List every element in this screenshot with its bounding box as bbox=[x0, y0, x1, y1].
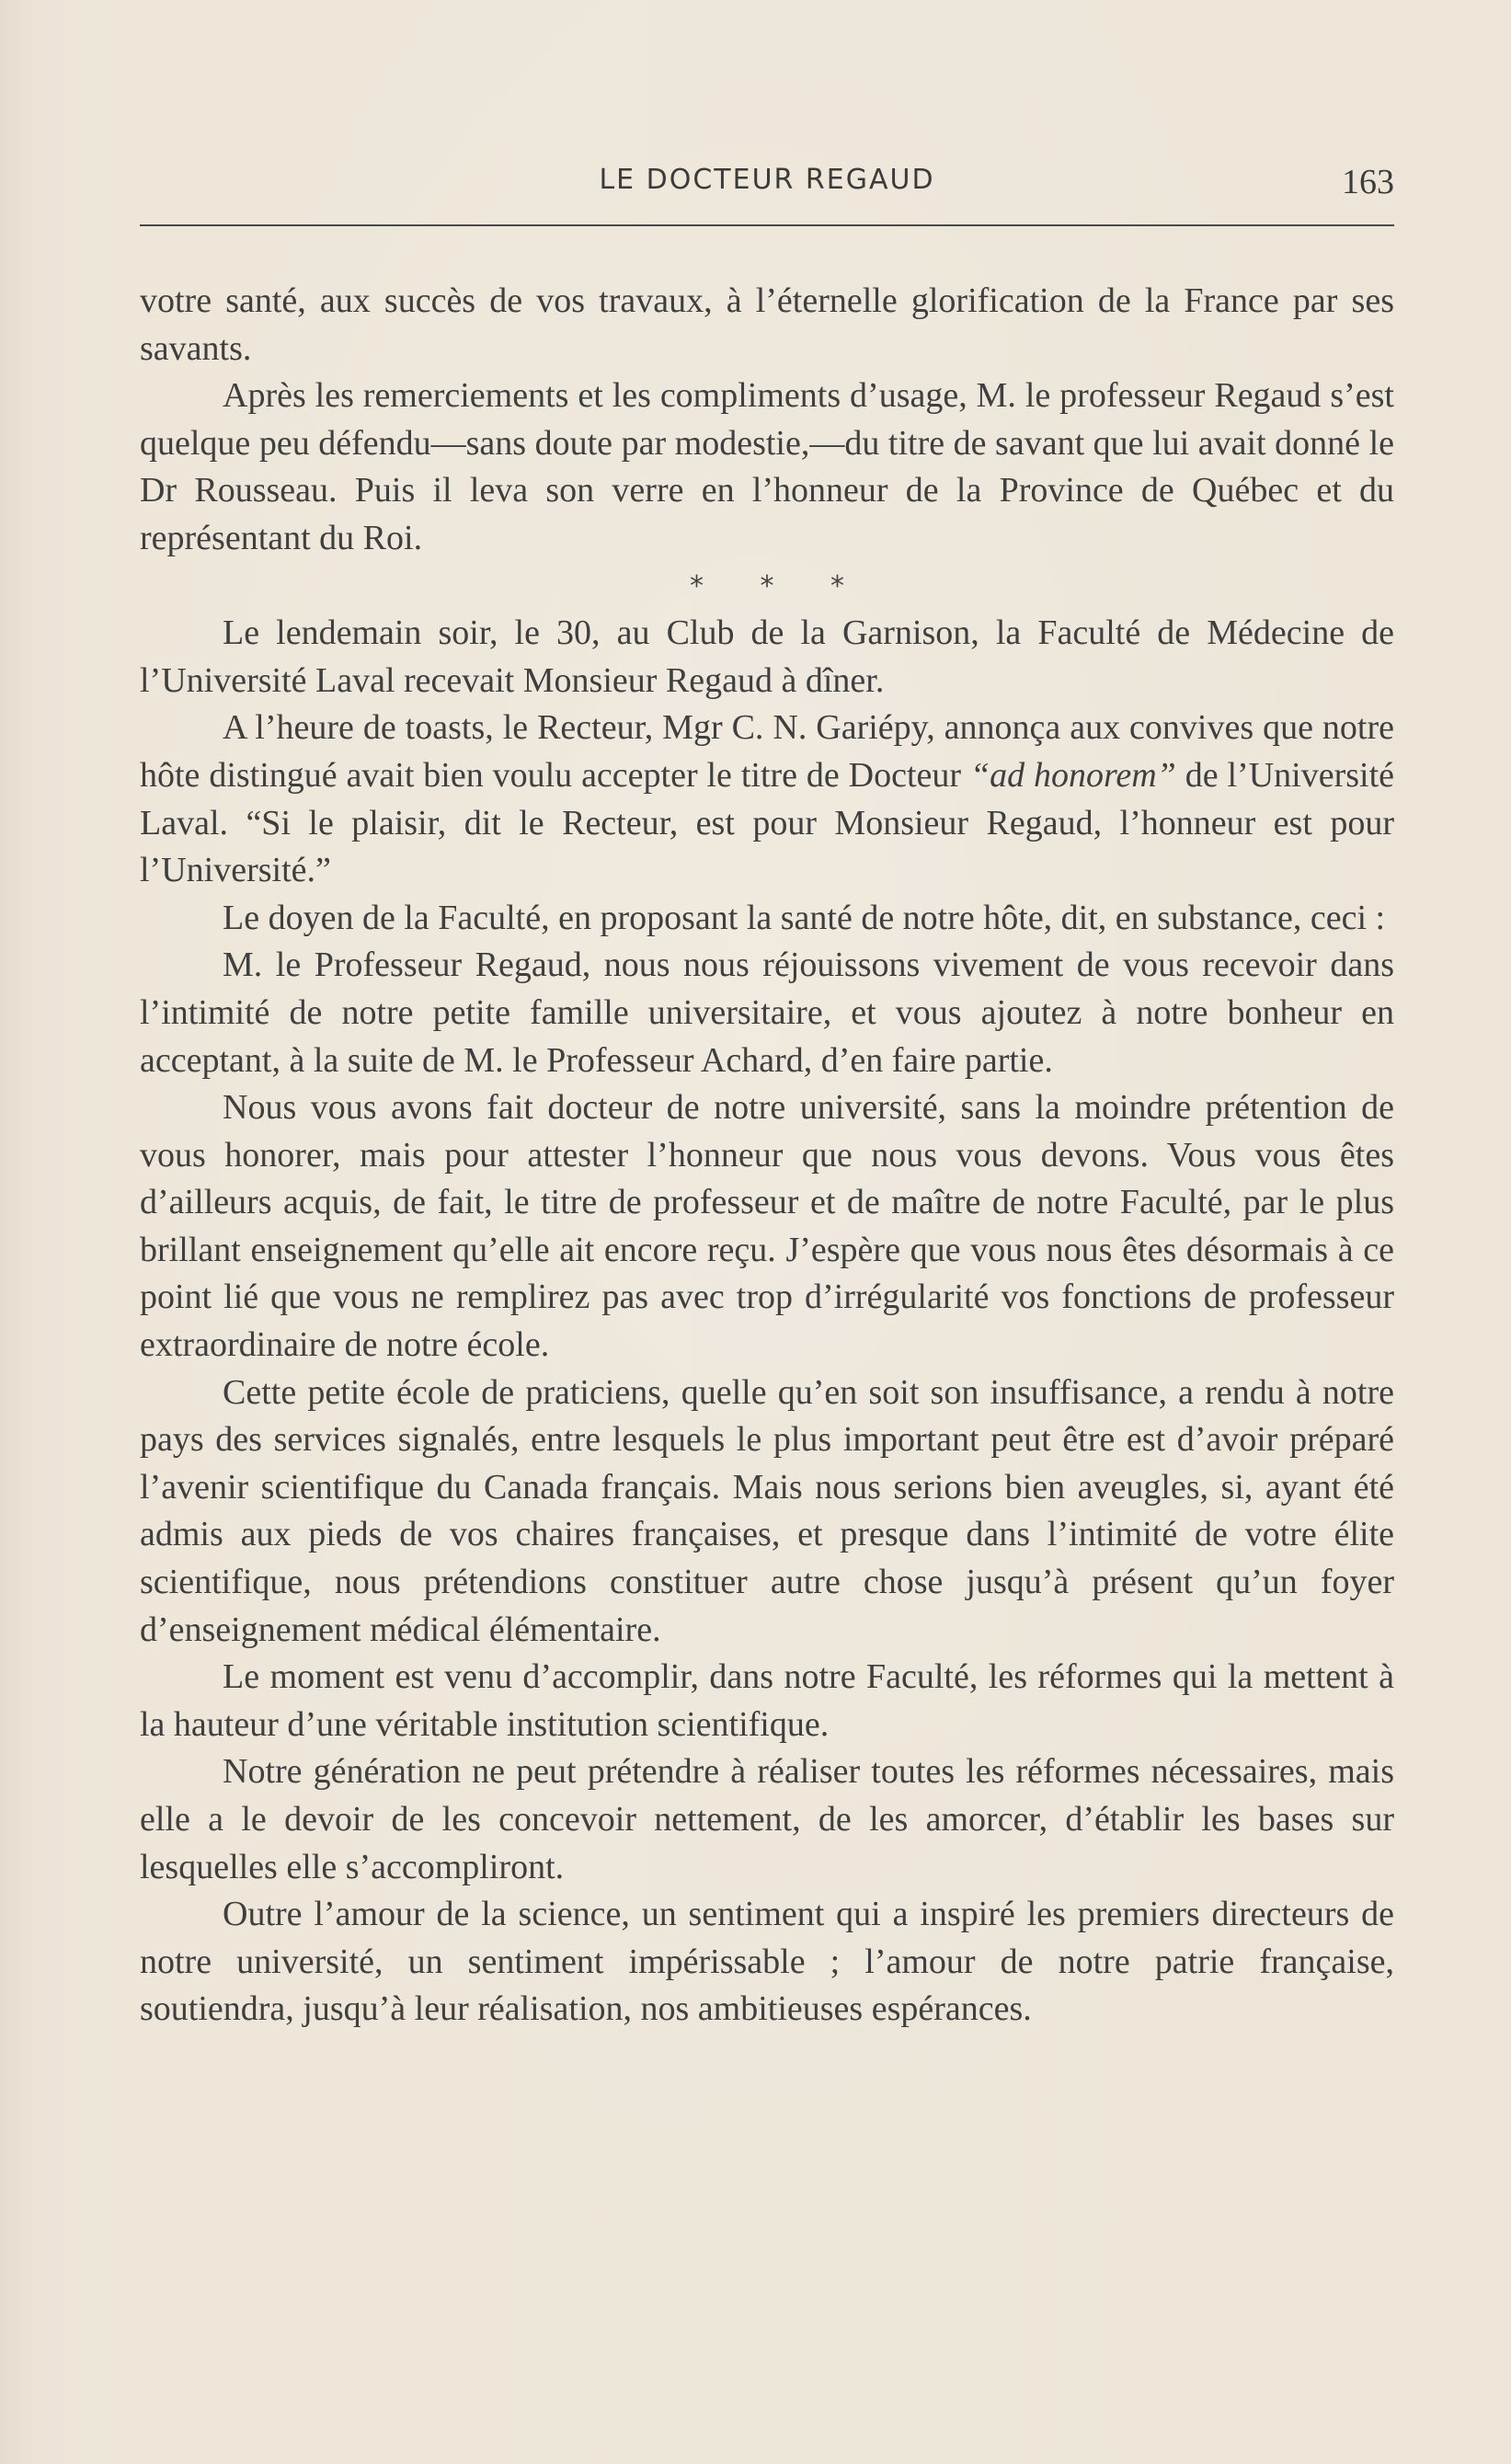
body-text bbox=[140, 278, 1394, 2034]
paragraph-remerciements: Après les remerciements et les compliments d’usage, M. le professeur Regaud s’est quelque peu défendu—sans doute par modestie,—du titre de savant que lui avait donné le Dr Rousseau. Puis il leva son verre en l’honneur de la Province de Québec et du représentant du Roi. bbox=[140, 376, 1394, 557]
paragraph-amour-science: Outre l’amour de la science, un sentiment qui a inspiré les premiers directeurs de notre université, un sentiment impérissable ; l’amour de notre patrie française, soutiendra, jusqu’à leur réalisation, nos ambitieuses espérances. bbox=[140, 1895, 1394, 2029]
paragraph-continuation: votre santé, aux succès de vos travaux, à l’éternelle glorification de la France par ses savants. bbox=[140, 281, 1394, 368]
header-rule bbox=[140, 224, 1394, 226]
section-separator: * * * bbox=[689, 569, 869, 602]
toasts-text-end: de l’Université Laval. “Si le plaisir, dit le Recteur, est pour Monsieur Regaud, l’honneur est pour l’Université.” bbox=[140, 755, 1394, 890]
paragraph-toasts bbox=[140, 705, 1394, 894]
paragraph-reformes: Le moment est venu d’accomplir, dans notre Faculté, les réformes qui la mettent à la hauteur d’une véritable institution scientifique. bbox=[140, 1657, 1394, 1744]
paragraph-speech-intro: M. le Professeur Regaud, nous nous réjouissons vivement de vous recevoir dans l’intimité de notre petite famille universitaire, et vous ajoutez à notre bonheur en acceptant, à la suite de M. le Professeur Achard, d’en faire partie. bbox=[140, 945, 1394, 1080]
paragraph-doyen: Le doyen de la Faculté, en proposant la santé de notre hôte, dit, en substance, ceci : bbox=[223, 898, 1386, 937]
toasts-text-start: A l’heure de toasts, le Recteur, Mgr C. N. Gariépy, annonça aux convives que notre hôte distingué avait bien voulu accepter le titre de Docteur bbox=[140, 708, 1394, 795]
paragraph-petite-ecole: Cette petite école de praticiens, quelle qu’en soit son insuffisance, a rendu à notre pays des services signalés, entre lesquels le plus important peut être est d’avoir préparé l’avenir scientifique du Canada français. Mais nous serions bien aveugles, si, ayant été admis aux pieds de vos chaires françaises, et presque dans l’intimité de votre élite scientifique, nous prétendions constituer autre chose jusqu’à présent qu’un foyer d’enseignement médical élémentaire. bbox=[140, 1372, 1394, 1649]
paragraph-generation: Notre génération ne peut prétendre à réaliser toutes les réformes nécessaires, mais elle a le devoir de les concevoir nettement, de les amorcer, d’établir les bases sur lesquelles elle s’accompliront. bbox=[140, 1752, 1394, 1886]
paragraph-lendemain: Le lendemain soir, le 30, au Club de la Garnison, la Faculté de Médecine de l’Université Laval recevait Monsieur Regaud à dîner. bbox=[140, 613, 1394, 700]
ad-honorem-phrase: “ad honorem” bbox=[969, 755, 1176, 795]
paragraph-docteur: Nous vous avons fait docteur de notre université, sans la moindre prétention de vous honorer, mais pour attester l’honneur que nous vous devons. Vous vous êtes d’ailleurs acquis, de fait, le titre de professeur et de maître de notre Faculté, par le plus brillant enseignement qu’elle ait encore reçu. J’espère que vous nous êtes désormais à ce point lié que vous ne remplirez pas avec trop d’irrégularité vos fonctions de professeur extraordinaire de notre école. bbox=[140, 1088, 1394, 1365]
running-title: LE DOCTEUR REGAUD bbox=[599, 164, 935, 196]
running-head bbox=[140, 164, 1394, 206]
page-number: 163 bbox=[1342, 163, 1394, 201]
